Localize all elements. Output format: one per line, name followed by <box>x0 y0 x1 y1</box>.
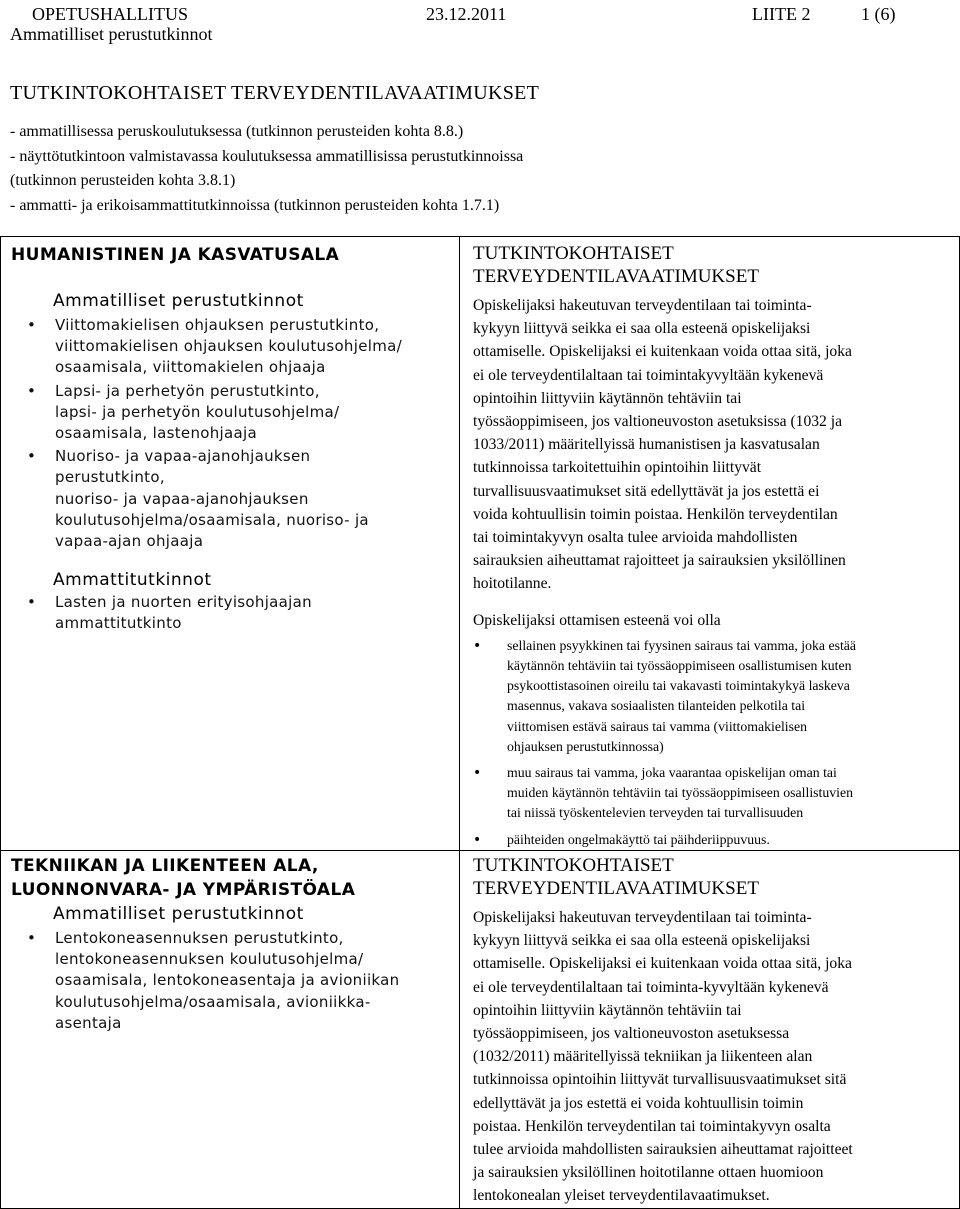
program-line: Lapsi- ja perhetyön perustutkinto, <box>55 381 320 400</box>
bullet-icon: • <box>27 447 37 466</box>
header-org: OPETUSHALLITUS <box>32 4 188 24</box>
obstacle-line: tai niissä työskentelevien terveyden tai turvallisuuden <box>507 805 804 821</box>
list-item <box>473 763 959 824</box>
list-item <box>11 592 459 634</box>
req-line: voida kohtuullisin toimin poistaa. Henkilön terveydentilan <box>473 505 838 523</box>
intro-line: - näyttötutkintoon valmistavassa koulutuksessa ammatillisissa perustutkinnoissa <box>10 147 524 165</box>
req-line: työssäoppimiseen, jos valtioneuvoston asetuksissa (1032 ja <box>473 413 843 431</box>
header-appendix: LIITE 2 <box>752 4 811 24</box>
req-line: kykyyn liittyvä seikka ei saa olla esteenä opiskelijaksi <box>473 932 811 950</box>
list-item <box>11 928 459 1034</box>
obstacle-line: käytännön tehtäviin tai työssäoppimiseen osallistumisen kuten <box>507 658 852 674</box>
program-line: nuoriso- ja vapaa-ajanohjauksen <box>55 489 309 508</box>
program-line: asentaja <box>55 1013 122 1032</box>
bullet-icon: • <box>473 637 482 654</box>
program-line: viittomakielisen ohjauksen koulutusohjelma/ <box>55 337 402 356</box>
req-line: työssäoppimiseen, jos valtioneuvoston asetuksessa <box>473 1025 790 1043</box>
bullet-icon: • <box>27 593 37 612</box>
req-line: Opiskelijaksi hakeutuvan terveydentilaan tai toiminta- <box>473 297 812 314</box>
program-line: lapsi- ja perhetyön koulutusohjelma/ <box>55 402 340 421</box>
req-line: tai toimintakyvyn osalta tulee arvioida mahdollisten <box>473 529 798 547</box>
header-page-number: 1 (6) <box>861 4 896 24</box>
requirements-table <box>0 236 960 1209</box>
section2-right-cell <box>460 851 960 1209</box>
req-line: (1032/2011) määritellyissä tekniikan ja liikenteen alan <box>473 1048 813 1066</box>
header-date: 23.12.2011 <box>426 4 507 24</box>
intro-line: - ammatillisessa peruskoulutuksessa (tutkinnon perusteiden kohta 8.8.) <box>10 123 464 140</box>
req-line: hoitotilanne. <box>473 575 552 593</box>
table-row <box>1 851 960 1209</box>
req-line: ei ole terveydentilaltaan tai toiminta-kyvyltään kykenevä <box>473 978 829 996</box>
req-line: kykyyn liittyvä seikka ei saa olla esteenä opiskelijaksi <box>473 320 811 338</box>
program-line: osaamisala, lentokoneasentaja ja avioniikan <box>55 971 400 990</box>
intro-line: (tutkinnon perusteiden kohta 3.8.1) <box>10 172 236 189</box>
section2-subheading-perustutkinnot: Ammatilliset perustutkinnot <box>53 904 304 924</box>
bullet-icon: • <box>473 765 482 782</box>
req-line: edellyttävät ja jos estettä ei voida kohtuullisin toimin <box>473 1094 804 1112</box>
req-line: opintoihin liittyviin käytännön tehtäviin tai <box>473 389 742 407</box>
section1-left-cell <box>1 237 460 851</box>
section1-obstacle-list <box>473 636 959 850</box>
req-line: tulee arvioida mahdollisten sairauksien aiheuttamat rajoitteet <box>473 1141 853 1159</box>
program-line: lentokoneasennuksen koulutusohjelma/ <box>55 950 364 969</box>
list-item <box>473 830 959 850</box>
section2-req-title <box>473 854 959 900</box>
section1-req-title <box>473 242 959 288</box>
list-item <box>11 381 459 445</box>
table-row <box>1 237 960 851</box>
req-title-line: TUTKINTOKOHTAISET <box>473 243 674 264</box>
list-item <box>11 446 459 552</box>
req-line: ottamiselle. Opiskelijaksi ei kuitenkaan voida ottaa sitä, joka <box>473 343 852 361</box>
req-line: Opiskelijaksi hakeutuvan terveydentilaan tai toiminta- <box>473 909 812 926</box>
section1-program-list-2 <box>11 592 459 634</box>
intro-line: - ammatti- ja erikoisammattitutkinnoissa (tutkinnon perusteiden kohta 1.7.1) <box>10 196 500 214</box>
heading-line: TEKNIIKAN JA LIIKENTEEN ALA, <box>11 856 319 876</box>
req-line: lentokonealan yleiset terveydentilavaatimukset. <box>473 1187 770 1205</box>
section1-program-list <box>11 315 459 552</box>
program-line: Lasten ja nuorten erityisohjaajan <box>55 593 312 612</box>
section1-subheading-perustutkinnot: Ammatilliset perustutkinnot <box>53 291 304 311</box>
program-line: Lentokoneasennuksen perustutkinto, <box>55 929 344 947</box>
program-line: osaamisala, lastenohjaaja <box>55 424 257 443</box>
req-title-line: TERVEYDENTILAVAATIMUKSET <box>473 266 759 287</box>
req-line: opintoihin liittyviin käytännön tehtäviin tai <box>473 1001 742 1019</box>
program-line: koulutusohjelma/osaamisala, avioniikka- <box>55 992 371 1011</box>
bullet-icon: • <box>27 381 37 400</box>
program-line: Viittomakielisen ohjauksen perustutkinto, <box>55 316 380 334</box>
header-subtitle: Ammatilliset perustutkinnot <box>10 24 213 44</box>
obstacle-line: ohjauksen perustutkinnossa) <box>507 738 664 754</box>
program-line: osaamisala, viittomakielen ohjaaja <box>55 358 326 377</box>
req-line: turvallisuusvaatimukset sitä edellyttävät ja jos estettä ei <box>473 482 820 500</box>
section1-req-paragraph <box>473 294 959 596</box>
document-title: TUTKINTOKOHTAISET TERVEYDENTILAVAATIMUKSET <box>10 82 540 104</box>
obstacle-line: viittomisen estävä sairaus tai vamma (viittomakielisen <box>507 718 808 734</box>
section1-subheading-ammattitutkinnot: Ammattitutkinnot <box>53 570 212 591</box>
bullet-icon: • <box>473 831 482 848</box>
program-line: Nuoriso- ja vapaa-ajanohjauksen <box>55 447 311 466</box>
program-line: perustutkinto, <box>55 468 165 487</box>
intro-list <box>10 120 950 218</box>
program-line: koulutusohjelma/osaamisala, nuoriso- ja <box>55 510 369 529</box>
list-item <box>11 315 459 379</box>
program-line: ammattitutkinto <box>55 614 182 633</box>
section2-heading <box>11 854 459 902</box>
section2-program-list <box>11 928 459 1034</box>
bullet-icon: • <box>27 929 37 947</box>
section1-right-cell <box>460 237 960 851</box>
section1-obstacle-intro: Opiskelijaksi ottamisen esteenä voi olla <box>473 611 721 629</box>
obstacle-line: sellainen psyykkinen tai fyysinen sairaus tai vamma, joka estää <box>507 637 857 653</box>
obstacle-line: psykoottistasoinen oireilu tai vakavasti toimintakykyä laskeva <box>507 678 850 694</box>
obstacle-line: masennus, vakava sosiaalisten tilanteiden pelkotila tai <box>507 698 806 714</box>
heading-line: LUONNONVARA- JA YMPÄRISTÖALA <box>11 880 356 900</box>
program-line: vapaa-ajan ohjaaja <box>55 532 204 551</box>
req-title-line: TERVEYDENTILAVAATIMUKSET <box>473 878 759 899</box>
section2-req-paragraph <box>473 906 959 1208</box>
bullet-icon: • <box>27 316 37 334</box>
req-line: tutkinnoissa tarkoitettuihin opintoihin liittyvät <box>473 459 762 477</box>
obstacle-line: muiden käytännön tehtäviin tai työssäoppimiseen osallistuvien <box>507 785 854 801</box>
req-line: ei ole terveydentilaltaan tai toimintakyvyltään kykenevä <box>473 366 824 384</box>
req-line: ottamiselle. Opiskelijaksi ei kuitenkaan voida ottaa sitä, joka <box>473 955 852 973</box>
req-line: ja sairauksien yksilöllinen hoitotilanne ottaen huomioon <box>473 1164 824 1182</box>
obstacle-line: päihteiden ongelmakäyttö tai päihderiippuvuus. <box>507 831 770 847</box>
list-item <box>473 636 959 757</box>
section1-heading: HUMANISTINEN JA KASVATUSALA <box>11 245 340 265</box>
req-line: sairauksien aiheuttamat rajoitteet ja sairauksien yksilöllinen <box>473 552 846 570</box>
obstacle-line: muu sairaus tai vamma, joka vaarantaa opiskelijan oman tai <box>507 765 837 781</box>
req-line: tutkinnoissa opintoihin liittyvät turvallisuusvaatimukset sitä <box>473 1071 847 1089</box>
section2-left-cell <box>1 851 460 1209</box>
req-line: poistaa. Henkilön terveydentilan tai toimintakyvyn osalta <box>473 1117 831 1135</box>
req-line: 1033/2011) määritellyissä humanistisen ja kasvatusalan <box>473 436 820 454</box>
req-title-line: TUTKINTOKOHTAISET <box>473 855 674 876</box>
